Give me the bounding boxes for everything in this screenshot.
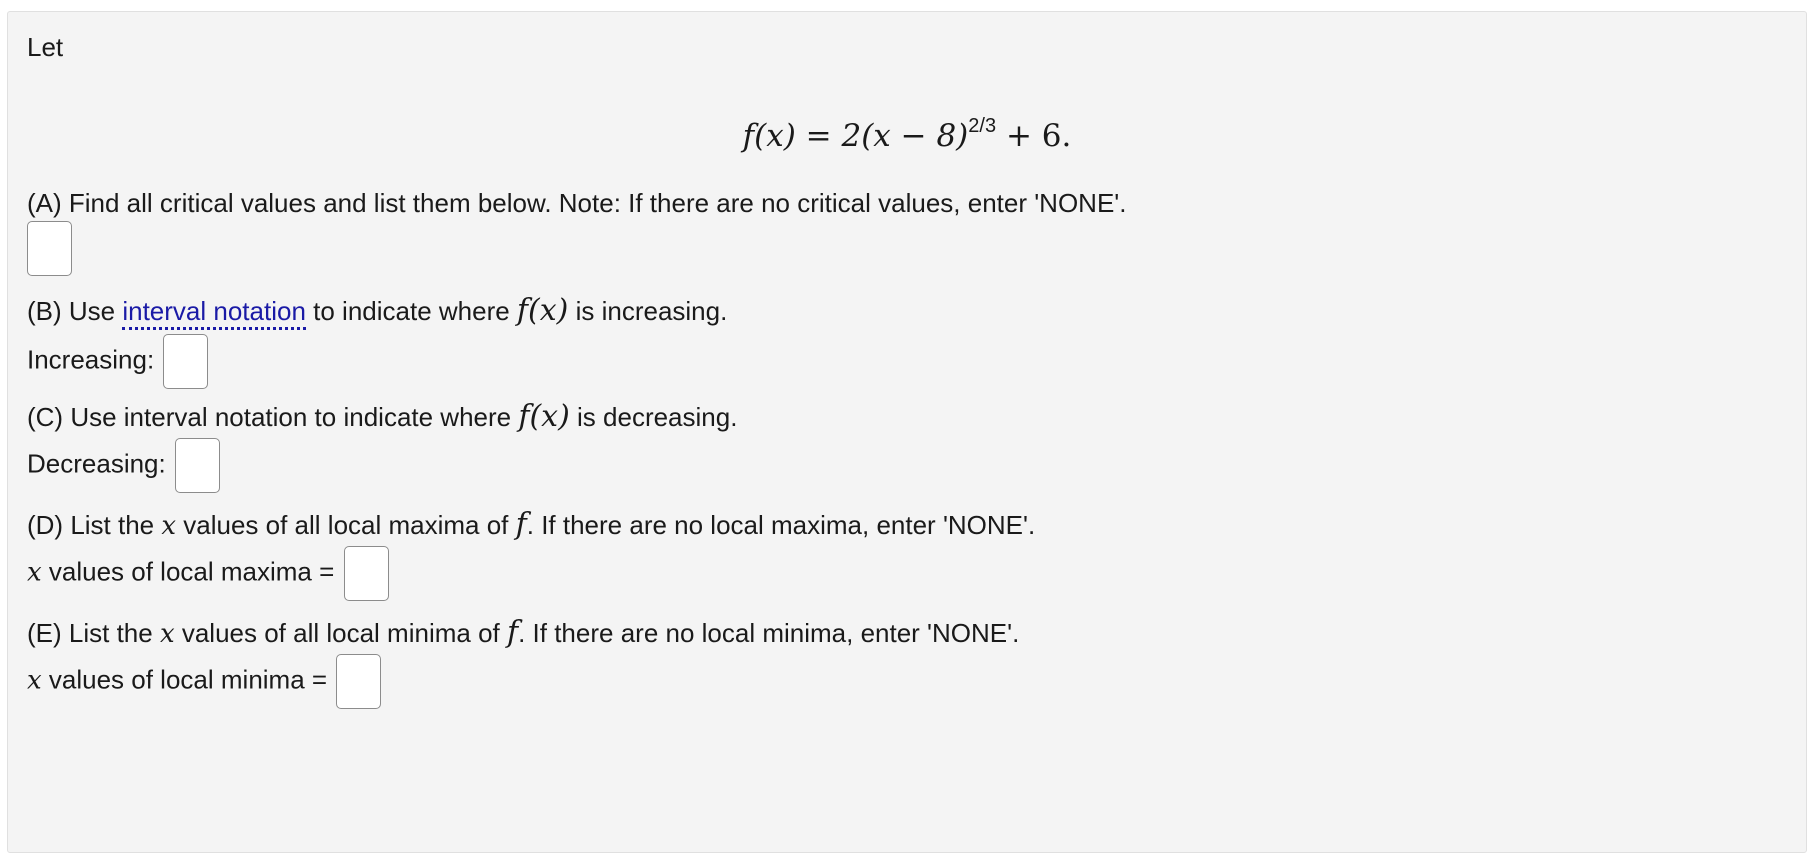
part-e-x: x [159,619,175,649]
part-c-suffix: is decreasing. [569,402,738,432]
part-d-f: f [515,507,527,542]
problem-container [7,11,1807,853]
increasing-row [27,334,208,389]
equation-exponent: 2/3 [968,115,997,137]
local-maxima-label: values of local maxima = [41,556,335,587]
intro-let: Let [27,32,64,62]
part-c-fx: f(x) [518,399,570,434]
part-e-question [27,616,1019,651]
part-d-middle: values of all local maxima of [176,510,516,540]
local-maxima-input[interactable] [344,546,389,601]
local-minima-row [27,654,381,709]
part-d-question [27,508,1035,543]
part-b-suffix: is increasing. [568,296,728,326]
part-b-fx: f(x) [516,293,569,328]
part-d-prefix: (D) List the [27,510,162,540]
part-e-middle: values of all local minima of [174,618,507,648]
part-c-prefix: (C) Use interval notation to indicate where [27,402,519,432]
local-minima-label: values of local minima = [41,664,328,695]
equation-lhs: f(x) = 2(x − 8) [742,118,969,154]
local-minima-input[interactable] [336,654,381,709]
function-equation [8,104,1806,158]
decreasing-row [27,438,220,493]
critical-values-input[interactable] [27,221,72,276]
part-d-suffix: . If there are no local maxima, enter 'NONE'. [526,510,1036,540]
part-e-suffix: . If there are no local minima, enter 'NONE'. [518,618,1020,648]
increasing-label: Increasing: [27,344,155,375]
interval-notation-link[interactable]: interval notation [122,296,306,330]
part-b-prefix: (B) Use [27,296,123,326]
decreasing-label: Decreasing: [27,448,166,479]
part-b-question [27,294,727,328]
part-a-question: (A) Find all critical values and list them below. Note: If there are no critical values, enter 'NONE'. [27,188,1127,218]
equation-rhs: + 6. [996,118,1072,154]
increasing-input[interactable] [163,334,208,389]
part-e-f: f [506,615,519,650]
part-d-x: x [161,511,177,541]
local-maxima-label-x: x [27,557,42,588]
part-b-middle: to indicate where [305,296,517,326]
local-minima-label-x: x [27,665,42,696]
decreasing-input[interactable] [175,438,220,493]
local-maxima-row [27,546,389,601]
part-e-prefix: (E) List the [27,618,160,648]
part-c-question [27,400,737,434]
